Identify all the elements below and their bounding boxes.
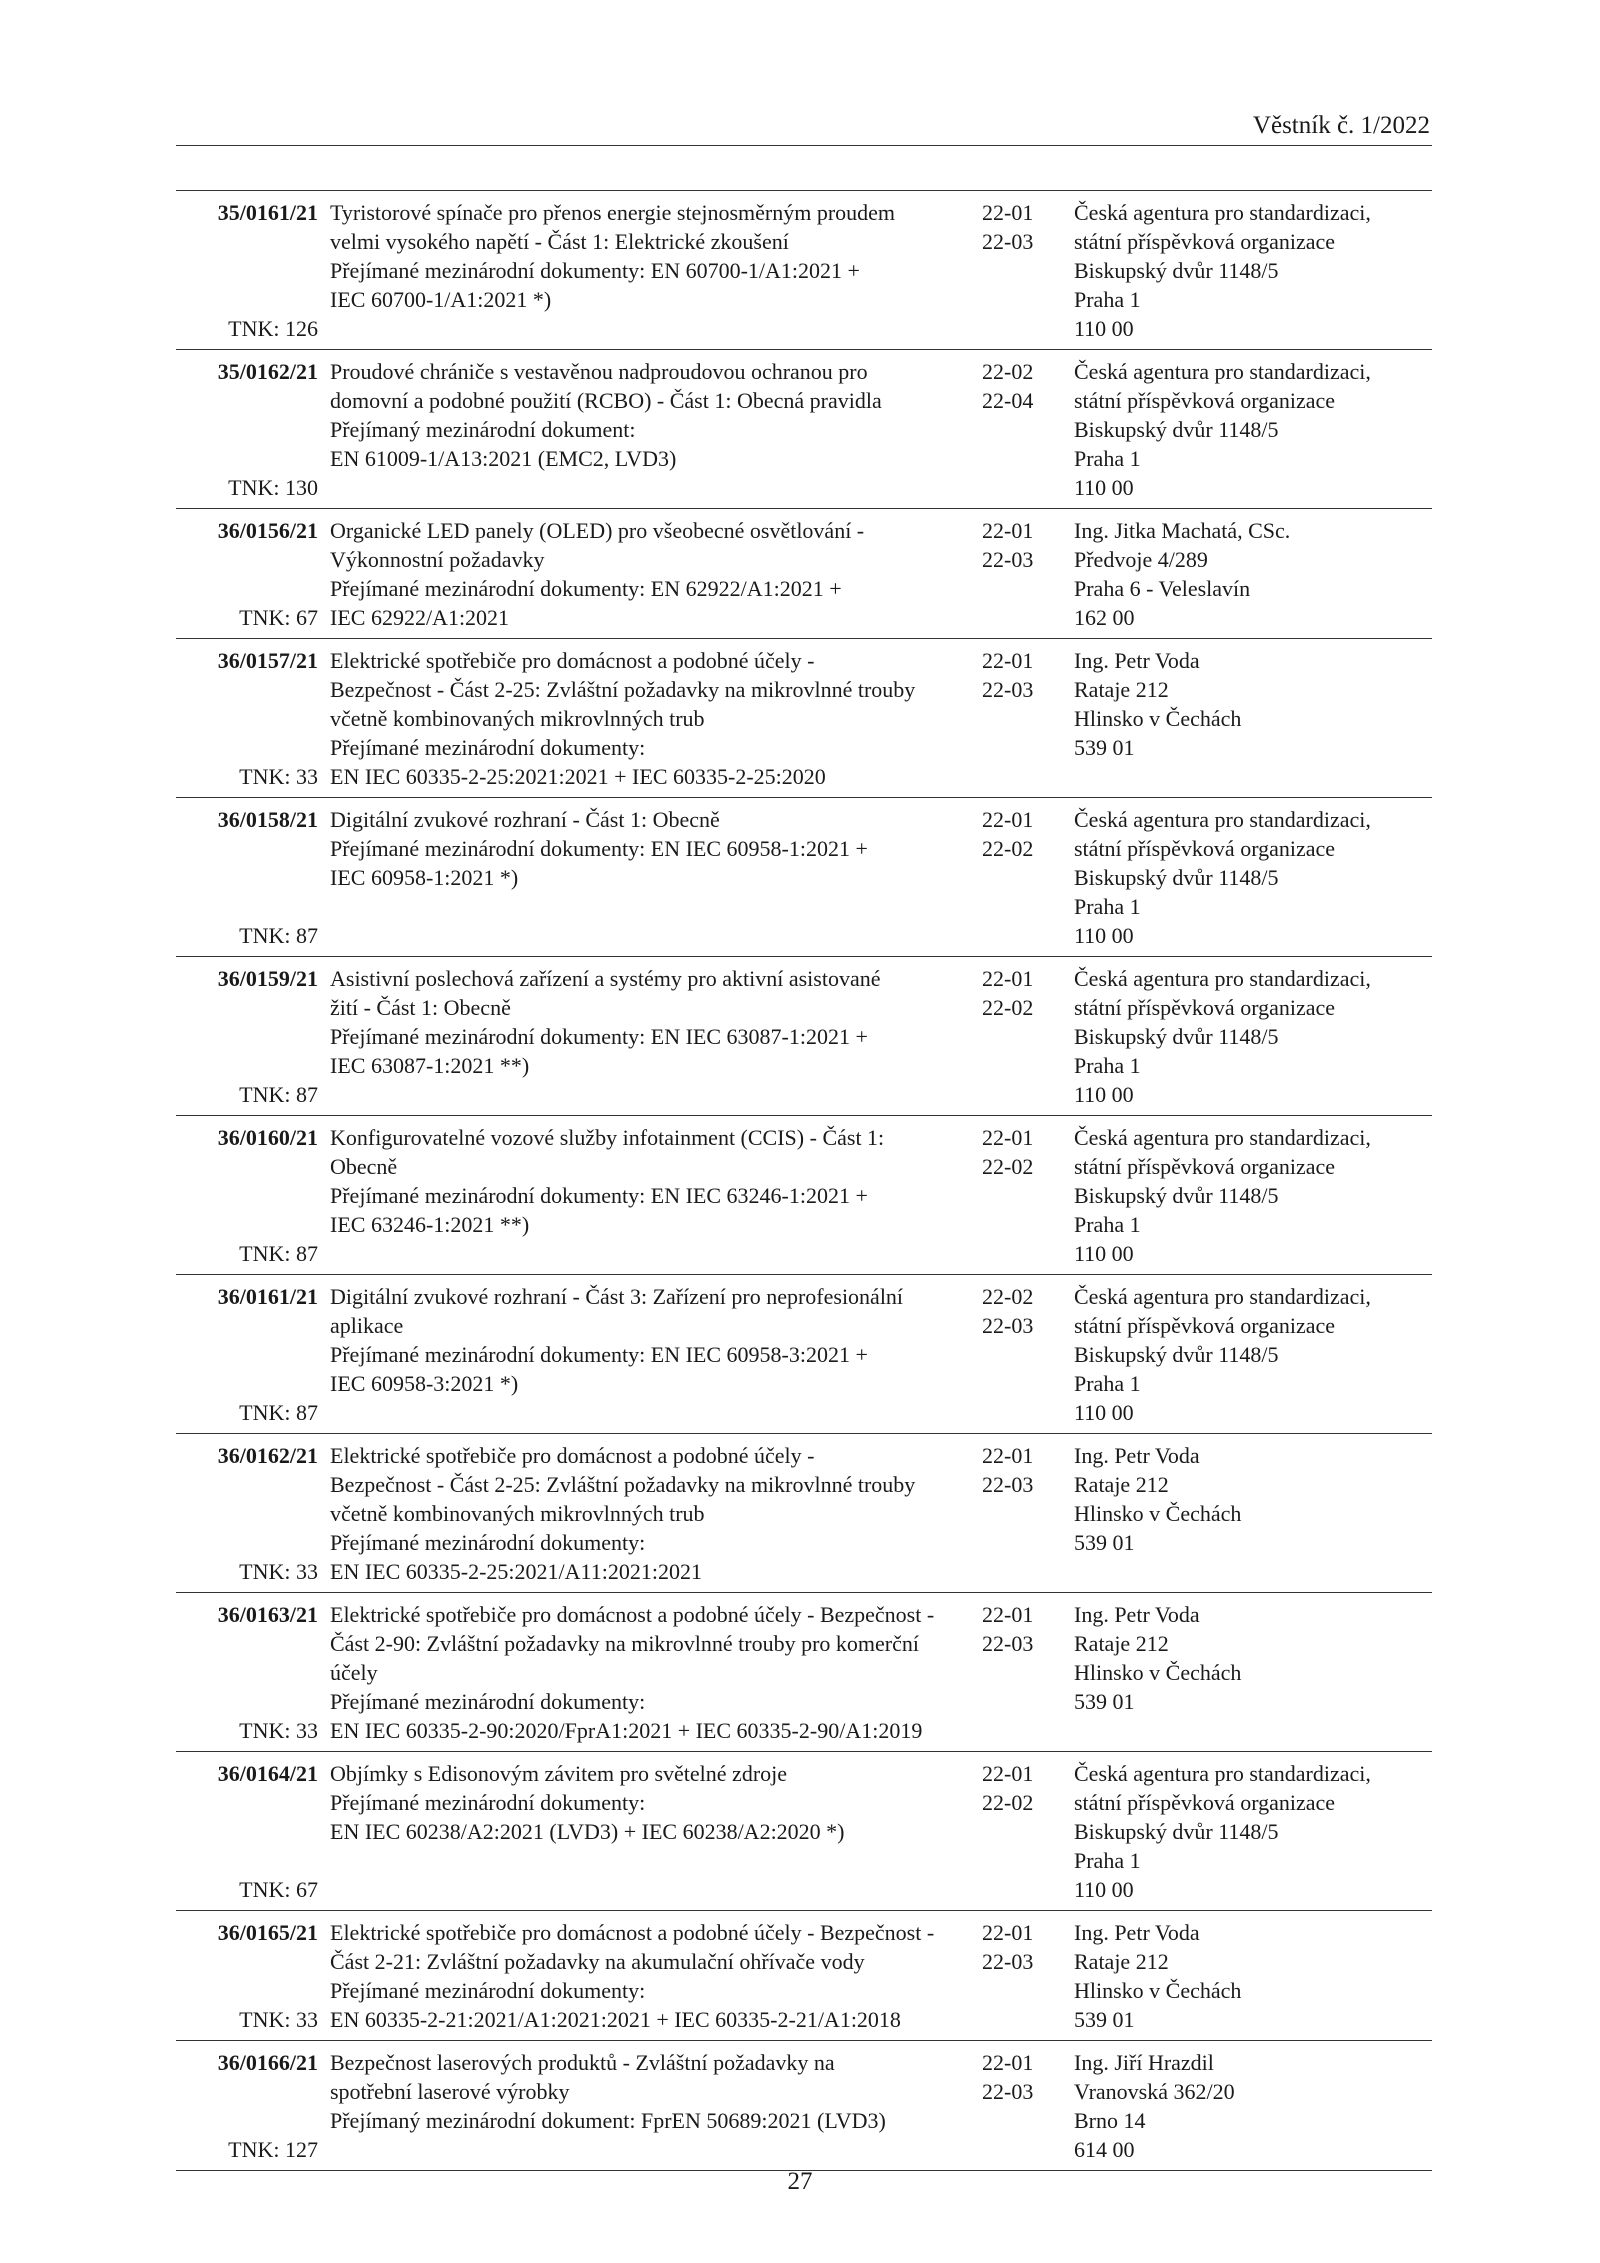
description-cell xyxy=(318,1593,976,1751)
description-line: EN IEC 60238/A2:2021 (LVD3) + IEC 60238/A2:2020 *) xyxy=(330,1819,845,1844)
address-line: 539 01 xyxy=(1074,735,1135,760)
address-line: Hlinsko v Čechách xyxy=(1074,1660,1242,1685)
row-id-cell xyxy=(176,639,318,797)
address-line: Rataje 212 xyxy=(1074,1472,1169,1497)
description-cell xyxy=(318,350,976,508)
date-line: 22-01 xyxy=(982,518,1034,543)
description-line: Digitální zvukové rozhraní - Část 3: Zařízení pro neprofesionální xyxy=(330,1284,904,1309)
description-cell xyxy=(318,957,976,1115)
description-line: Bezpečnost laserových produktů - Zvláštní požadavky na xyxy=(330,2050,835,2075)
address-line: Brno 14 xyxy=(1074,2108,1146,2133)
date-line: 22-02 xyxy=(982,1154,1034,1179)
address-cell xyxy=(1066,509,1432,638)
address-cell xyxy=(1066,798,1432,956)
standard-number: 36/0158/21 xyxy=(217,807,318,832)
description-line: Konfigurovatelné vozové služby infotainment (CCIS) - Část 1: xyxy=(330,1125,885,1150)
description-line: EN 61009-1/A13:2021 (EMC2, LVD3) xyxy=(330,446,677,471)
address-line: státní příspěvková organizace xyxy=(1074,995,1336,1020)
address-line: 539 01 xyxy=(1074,1530,1135,1555)
address-line: 110 00 xyxy=(1074,1877,1134,1902)
table-row xyxy=(176,639,1432,798)
address-line: Ing. Petr Voda xyxy=(1074,1602,1200,1627)
address-line: Rataje 212 xyxy=(1074,1949,1169,1974)
address-cell xyxy=(1066,1275,1432,1433)
tnk-label: TNK: 127 xyxy=(228,2137,318,2162)
address-line: Ing. Jiří Hrazdil xyxy=(1074,2050,1214,2075)
date-line: 22-02 xyxy=(982,995,1034,1020)
description-cell xyxy=(318,1752,976,1910)
description-line: Přejímané mezinárodní dokumenty: EN 62922/A1:2021 + xyxy=(330,576,842,601)
description-line: Přejímané mezinárodní dokumenty: xyxy=(330,1978,646,2003)
address-line: Ing. Jitka Machatá, CSc. xyxy=(1074,518,1291,543)
dates-cell xyxy=(976,1275,1066,1433)
standard-number: 36/0165/21 xyxy=(217,1920,318,1945)
description-line: Výkonnostní požadavky xyxy=(330,547,545,572)
address-cell xyxy=(1066,1593,1432,1751)
address-line: Ing. Petr Voda xyxy=(1074,1920,1200,1945)
address-line: Česká agentura pro standardizaci, xyxy=(1074,807,1371,832)
date-line: 22-01 xyxy=(982,807,1034,832)
description-cell xyxy=(318,1434,976,1592)
address-line: Česká agentura pro standardizaci, xyxy=(1074,359,1371,384)
address-cell xyxy=(1066,1434,1432,1592)
description-cell xyxy=(318,509,976,638)
date-line: 22-01 xyxy=(982,1920,1034,1945)
description-line: Přejímané mezinárodní dokumenty: EN 60700-1/A1:2021 + xyxy=(330,258,860,283)
description-line: EN 60335-2-21:2021/A1:2021:2021 + IEC 60335-2-21/A1:2018 xyxy=(330,2007,901,2032)
date-line: 22-03 xyxy=(982,1472,1034,1497)
address-line: Praha 1 xyxy=(1074,1053,1141,1078)
description-line: Přejímané mezinárodní dokumenty: xyxy=(330,735,646,760)
row-id-cell xyxy=(176,1752,318,1910)
dates-cell xyxy=(976,191,1066,349)
row-id-cell xyxy=(176,798,318,956)
tnk-label: TNK: 87 xyxy=(239,1241,318,1266)
description-line: velmi vysokého napětí - Část 1: Elektrické zkoušení xyxy=(330,229,789,254)
address-line: státní příspěvková organizace xyxy=(1074,388,1336,413)
row-id-cell xyxy=(176,1434,318,1592)
row-id-cell xyxy=(176,1911,318,2040)
row-id-cell xyxy=(176,509,318,638)
tnk-label: TNK: 33 xyxy=(239,1718,318,1743)
description-line: Část 2-21: Zvláštní požadavky na akumulační ohřívače vody xyxy=(330,1949,865,1974)
date-line: 22-01 xyxy=(982,200,1034,225)
table-row xyxy=(176,191,1432,350)
address-line: Česká agentura pro standardizaci, xyxy=(1074,1125,1371,1150)
description-line: Asistivní poslechová zařízení a systémy pro aktivní asistované xyxy=(330,966,881,991)
address-line: 110 00 xyxy=(1074,316,1134,341)
address-line: Hlinsko v Čechách xyxy=(1074,706,1242,731)
address-line: 110 00 xyxy=(1074,475,1134,500)
description-line: Proudové chrániče s vestavěnou nadproudovou ochranou pro xyxy=(330,359,868,384)
description-cell xyxy=(318,1911,976,2040)
address-line: Předvoje 4/289 xyxy=(1074,547,1208,572)
row-id-cell xyxy=(176,2041,318,2170)
date-line: 22-03 xyxy=(982,1631,1034,1656)
address-line: Česká agentura pro standardizaci, xyxy=(1074,1284,1371,1309)
address-line: Biskupský dvůr 1148/5 xyxy=(1074,1819,1279,1844)
address-line: Česká agentura pro standardizaci, xyxy=(1074,1761,1371,1786)
description-line: Bezpečnost - Část 2-25: Zvláštní požadavky na mikrovlnné trouby xyxy=(330,1472,916,1497)
date-line: 22-01 xyxy=(982,1761,1034,1786)
table-row xyxy=(176,350,1432,509)
row-id-cell xyxy=(176,1275,318,1433)
description-line: Přejímaný mezinárodní dokument: xyxy=(330,417,636,442)
description-cell xyxy=(318,1275,976,1433)
row-id-cell xyxy=(176,1593,318,1751)
description-line: Přejímaný mezinárodní dokument: FprEN 50689:2021 (LVD3) xyxy=(330,2108,886,2133)
description-line: Digitální zvukové rozhraní - Část 1: Obecně xyxy=(330,807,720,832)
date-line: 22-03 xyxy=(982,2079,1034,2104)
standards-table xyxy=(176,190,1432,2171)
date-line: 22-03 xyxy=(982,677,1034,702)
description-line: domovní a podobné použití (RCBO) - Část 1: Obecná pravidla xyxy=(330,388,882,413)
table-row xyxy=(176,1593,1432,1752)
description-cell xyxy=(318,2041,976,2170)
dates-cell xyxy=(976,509,1066,638)
table-row xyxy=(176,1911,1432,2041)
description-line: Elektrické spotřebiče pro domácnost a podobné účely - xyxy=(330,648,815,673)
dates-cell xyxy=(976,1116,1066,1274)
date-line: 22-03 xyxy=(982,229,1034,254)
table-row xyxy=(176,957,1432,1116)
description-line: IEC 60958-3:2021 *) xyxy=(330,1371,519,1396)
standard-number: 35/0162/21 xyxy=(217,359,318,384)
row-id-cell xyxy=(176,957,318,1115)
tnk-label: TNK: 87 xyxy=(239,1082,318,1107)
standard-number: 36/0160/21 xyxy=(217,1125,318,1150)
address-line: Biskupský dvůr 1148/5 xyxy=(1074,1024,1279,1049)
table-row xyxy=(176,509,1432,639)
date-line: 22-03 xyxy=(982,547,1034,572)
address-line: 539 01 xyxy=(1074,2007,1135,2032)
address-line: 110 00 xyxy=(1074,1400,1134,1425)
standard-number: 36/0157/21 xyxy=(217,648,318,673)
dates-cell xyxy=(976,2041,1066,2170)
description-line: Přejímané mezinárodní dokumenty: EN IEC 63246-1:2021 + xyxy=(330,1183,868,1208)
address-line: Praha 1 xyxy=(1074,1848,1141,1873)
header-title: Věstník č. 1/2022 xyxy=(1252,112,1430,139)
address-line: Praha 1 xyxy=(1074,1212,1141,1237)
date-line: 22-01 xyxy=(982,648,1034,673)
tnk-label: TNK: 33 xyxy=(239,764,318,789)
address-line: Praha 6 - Veleslavín xyxy=(1074,576,1251,601)
address-line: 110 00 xyxy=(1074,1082,1134,1107)
address-cell xyxy=(1066,1752,1432,1910)
date-line: 22-03 xyxy=(982,1949,1034,1974)
address-cell xyxy=(1066,957,1432,1115)
tnk-label: TNK: 67 xyxy=(239,605,318,630)
address-line: Česká agentura pro standardizaci, xyxy=(1074,966,1371,991)
date-line: 22-01 xyxy=(982,1602,1034,1627)
address-line: státní příspěvková organizace xyxy=(1074,1790,1336,1815)
row-id-cell xyxy=(176,191,318,349)
description-line: Bezpečnost - Část 2-25: Zvláštní požadavky na mikrovlnné trouby xyxy=(330,677,916,702)
table-row xyxy=(176,798,1432,957)
description-line: Přejímané mezinárodní dokumenty: xyxy=(330,1530,646,1555)
description-line: účely xyxy=(330,1660,378,1685)
address-line: 110 00 xyxy=(1074,1241,1134,1266)
description-line: IEC 63246-1:2021 **) xyxy=(330,1212,530,1237)
address-cell xyxy=(1066,2041,1432,2170)
tnk-label: TNK: 67 xyxy=(239,1877,318,1902)
description-line: IEC 63087-1:2021 **) xyxy=(330,1053,530,1078)
description-line: Elektrické spotřebiče pro domácnost a podobné účely - Bezpečnost - xyxy=(330,1920,935,1945)
dates-cell xyxy=(976,798,1066,956)
description-line: včetně kombinovaných mikrovlnných trub xyxy=(330,1501,705,1526)
description-line: EN IEC 60335-2-25:2021/A11:2021:2021 xyxy=(330,1559,702,1584)
description-line: IEC 62922/A1:2021 xyxy=(330,605,510,630)
address-line: Rataje 212 xyxy=(1074,677,1169,702)
address-line: státní příspěvková organizace xyxy=(1074,229,1336,254)
description-line: Přejímané mezinárodní dokumenty: xyxy=(330,1790,646,1815)
address-line: Rataje 212 xyxy=(1074,1631,1169,1656)
date-line: 22-02 xyxy=(982,1790,1034,1815)
tnk-label: TNK: 87 xyxy=(239,923,318,948)
description-line: spotřební laserové výrobky xyxy=(330,2079,570,2104)
table-row xyxy=(176,1116,1432,1275)
tnk-label: TNK: 33 xyxy=(239,2007,318,2032)
description-cell xyxy=(318,191,976,349)
address-cell xyxy=(1066,191,1432,349)
address-line: Česká agentura pro standardizaci, xyxy=(1074,200,1371,225)
description-cell xyxy=(318,798,976,956)
address-cell xyxy=(1066,1911,1432,2040)
address-line: Praha 1 xyxy=(1074,894,1141,919)
date-line: 22-02 xyxy=(982,359,1034,384)
address-line: Biskupský dvůr 1148/5 xyxy=(1074,258,1279,283)
tnk-label: TNK: 87 xyxy=(239,1400,318,1425)
standard-number: 35/0161/21 xyxy=(217,200,318,225)
address-line: státní příspěvková organizace xyxy=(1074,836,1336,861)
description-line: EN IEC 60335-2-90:2020/FprA1:2021 + IEC 60335-2-90/A1:2019 xyxy=(330,1718,923,1743)
address-line: Vranovská 362/20 xyxy=(1074,2079,1235,2104)
tnk-label: TNK: 126 xyxy=(228,316,318,341)
address-line: Ing. Petr Voda xyxy=(1074,1443,1200,1468)
address-line: Praha 1 xyxy=(1074,446,1141,471)
address-cell xyxy=(1066,639,1432,797)
dates-cell xyxy=(976,350,1066,508)
date-line: 22-01 xyxy=(982,1443,1034,1468)
address-cell xyxy=(1066,350,1432,508)
description-line: Přejímané mezinárodní dokumenty: EN IEC 63087-1:2021 + xyxy=(330,1024,868,1049)
standard-number: 36/0163/21 xyxy=(217,1602,318,1627)
standard-number: 36/0162/21 xyxy=(217,1443,318,1468)
standard-number: 36/0164/21 xyxy=(217,1761,318,1786)
description-line: EN IEC 60335-2-25:2021:2021 + IEC 60335-2-25:2020 xyxy=(330,764,826,789)
date-line: 22-02 xyxy=(982,1284,1034,1309)
address-line: 539 01 xyxy=(1074,1689,1135,1714)
standard-number: 36/0156/21 xyxy=(217,518,318,543)
date-line: 22-01 xyxy=(982,2050,1034,2075)
row-id-cell xyxy=(176,1116,318,1274)
description-line: Organické LED panely (OLED) pro všeobecné osvětlování - xyxy=(330,518,865,543)
address-line: 162 00 xyxy=(1074,605,1135,630)
dates-cell xyxy=(976,639,1066,797)
page-number: 27 xyxy=(787,2168,813,2195)
address-line: Biskupský dvůr 1148/5 xyxy=(1074,1183,1279,1208)
address-line: Biskupský dvůr 1148/5 xyxy=(1074,1342,1279,1367)
header-rule xyxy=(176,145,1432,146)
tnk-label: TNK: 130 xyxy=(228,475,318,500)
description-line: včetně kombinovaných mikrovlnných trub xyxy=(330,706,705,731)
description-line: IEC 60700-1/A1:2021 *) xyxy=(330,287,552,312)
description-line: Elektrické spotřebiče pro domácnost a podobné účely - Bezpečnost - xyxy=(330,1602,935,1627)
description-line: aplikace xyxy=(330,1313,404,1338)
dates-cell xyxy=(976,957,1066,1115)
dates-cell xyxy=(976,1752,1066,1910)
address-line: Praha 1 xyxy=(1074,1371,1141,1396)
description-line: Tyristorové spínače pro přenos energie stejnosměrným proudem xyxy=(330,200,896,225)
address-line: státní příspěvková organizace xyxy=(1074,1313,1336,1338)
description-line: Elektrické spotřebiče pro domácnost a podobné účely - xyxy=(330,1443,815,1468)
description-cell xyxy=(318,639,976,797)
dates-cell xyxy=(976,1434,1066,1592)
row-id-cell xyxy=(176,350,318,508)
date-line: 22-03 xyxy=(982,1313,1034,1338)
description-line: Přejímané mezinárodní dokumenty: EN IEC 60958-3:2021 + xyxy=(330,1342,868,1367)
table-row xyxy=(176,1275,1432,1434)
description-line: Přejímané mezinárodní dokumenty: EN IEC 60958-1:2021 + xyxy=(330,836,868,861)
date-line: 22-01 xyxy=(982,966,1034,991)
address-line: Biskupský dvůr 1148/5 xyxy=(1074,865,1279,890)
standard-number: 36/0161/21 xyxy=(217,1284,318,1309)
address-line: Hlinsko v Čechách xyxy=(1074,1501,1242,1526)
date-line: 22-04 xyxy=(982,388,1034,413)
date-line: 22-01 xyxy=(982,1125,1034,1150)
address-line: Hlinsko v Čechách xyxy=(1074,1978,1242,2003)
dates-cell xyxy=(976,1593,1066,1751)
description-line: Část 2-90: Zvláštní požadavky na mikrovlnné trouby pro komerční xyxy=(330,1631,919,1656)
tnk-label: TNK: 33 xyxy=(239,1559,318,1584)
table-row xyxy=(176,1434,1432,1593)
standard-number: 36/0166/21 xyxy=(217,2050,318,2075)
dates-cell xyxy=(976,1911,1066,2040)
description-line: žití - Část 1: Obecně xyxy=(330,995,511,1020)
description-line: Přejímané mezinárodní dokumenty: xyxy=(330,1689,646,1714)
address-cell xyxy=(1066,1116,1432,1274)
address-line: Ing. Petr Voda xyxy=(1074,648,1200,673)
description-line: Objímky s Edisonovým závitem pro světelné zdroje xyxy=(330,1761,788,1786)
description-line: IEC 60958-1:2021 *) xyxy=(330,865,519,890)
date-line: 22-02 xyxy=(982,836,1034,861)
address-line: státní příspěvková organizace xyxy=(1074,1154,1336,1179)
description-line: Obecně xyxy=(330,1154,398,1179)
description-cell xyxy=(318,1116,976,1274)
table-row xyxy=(176,1752,1432,1911)
table-row xyxy=(176,2041,1432,2171)
standard-number: 36/0159/21 xyxy=(217,966,318,991)
address-line: 614 00 xyxy=(1074,2137,1135,2162)
address-line: 110 00 xyxy=(1074,923,1134,948)
address-line: Praha 1 xyxy=(1074,287,1141,312)
address-line: Biskupský dvůr 1148/5 xyxy=(1074,417,1279,442)
